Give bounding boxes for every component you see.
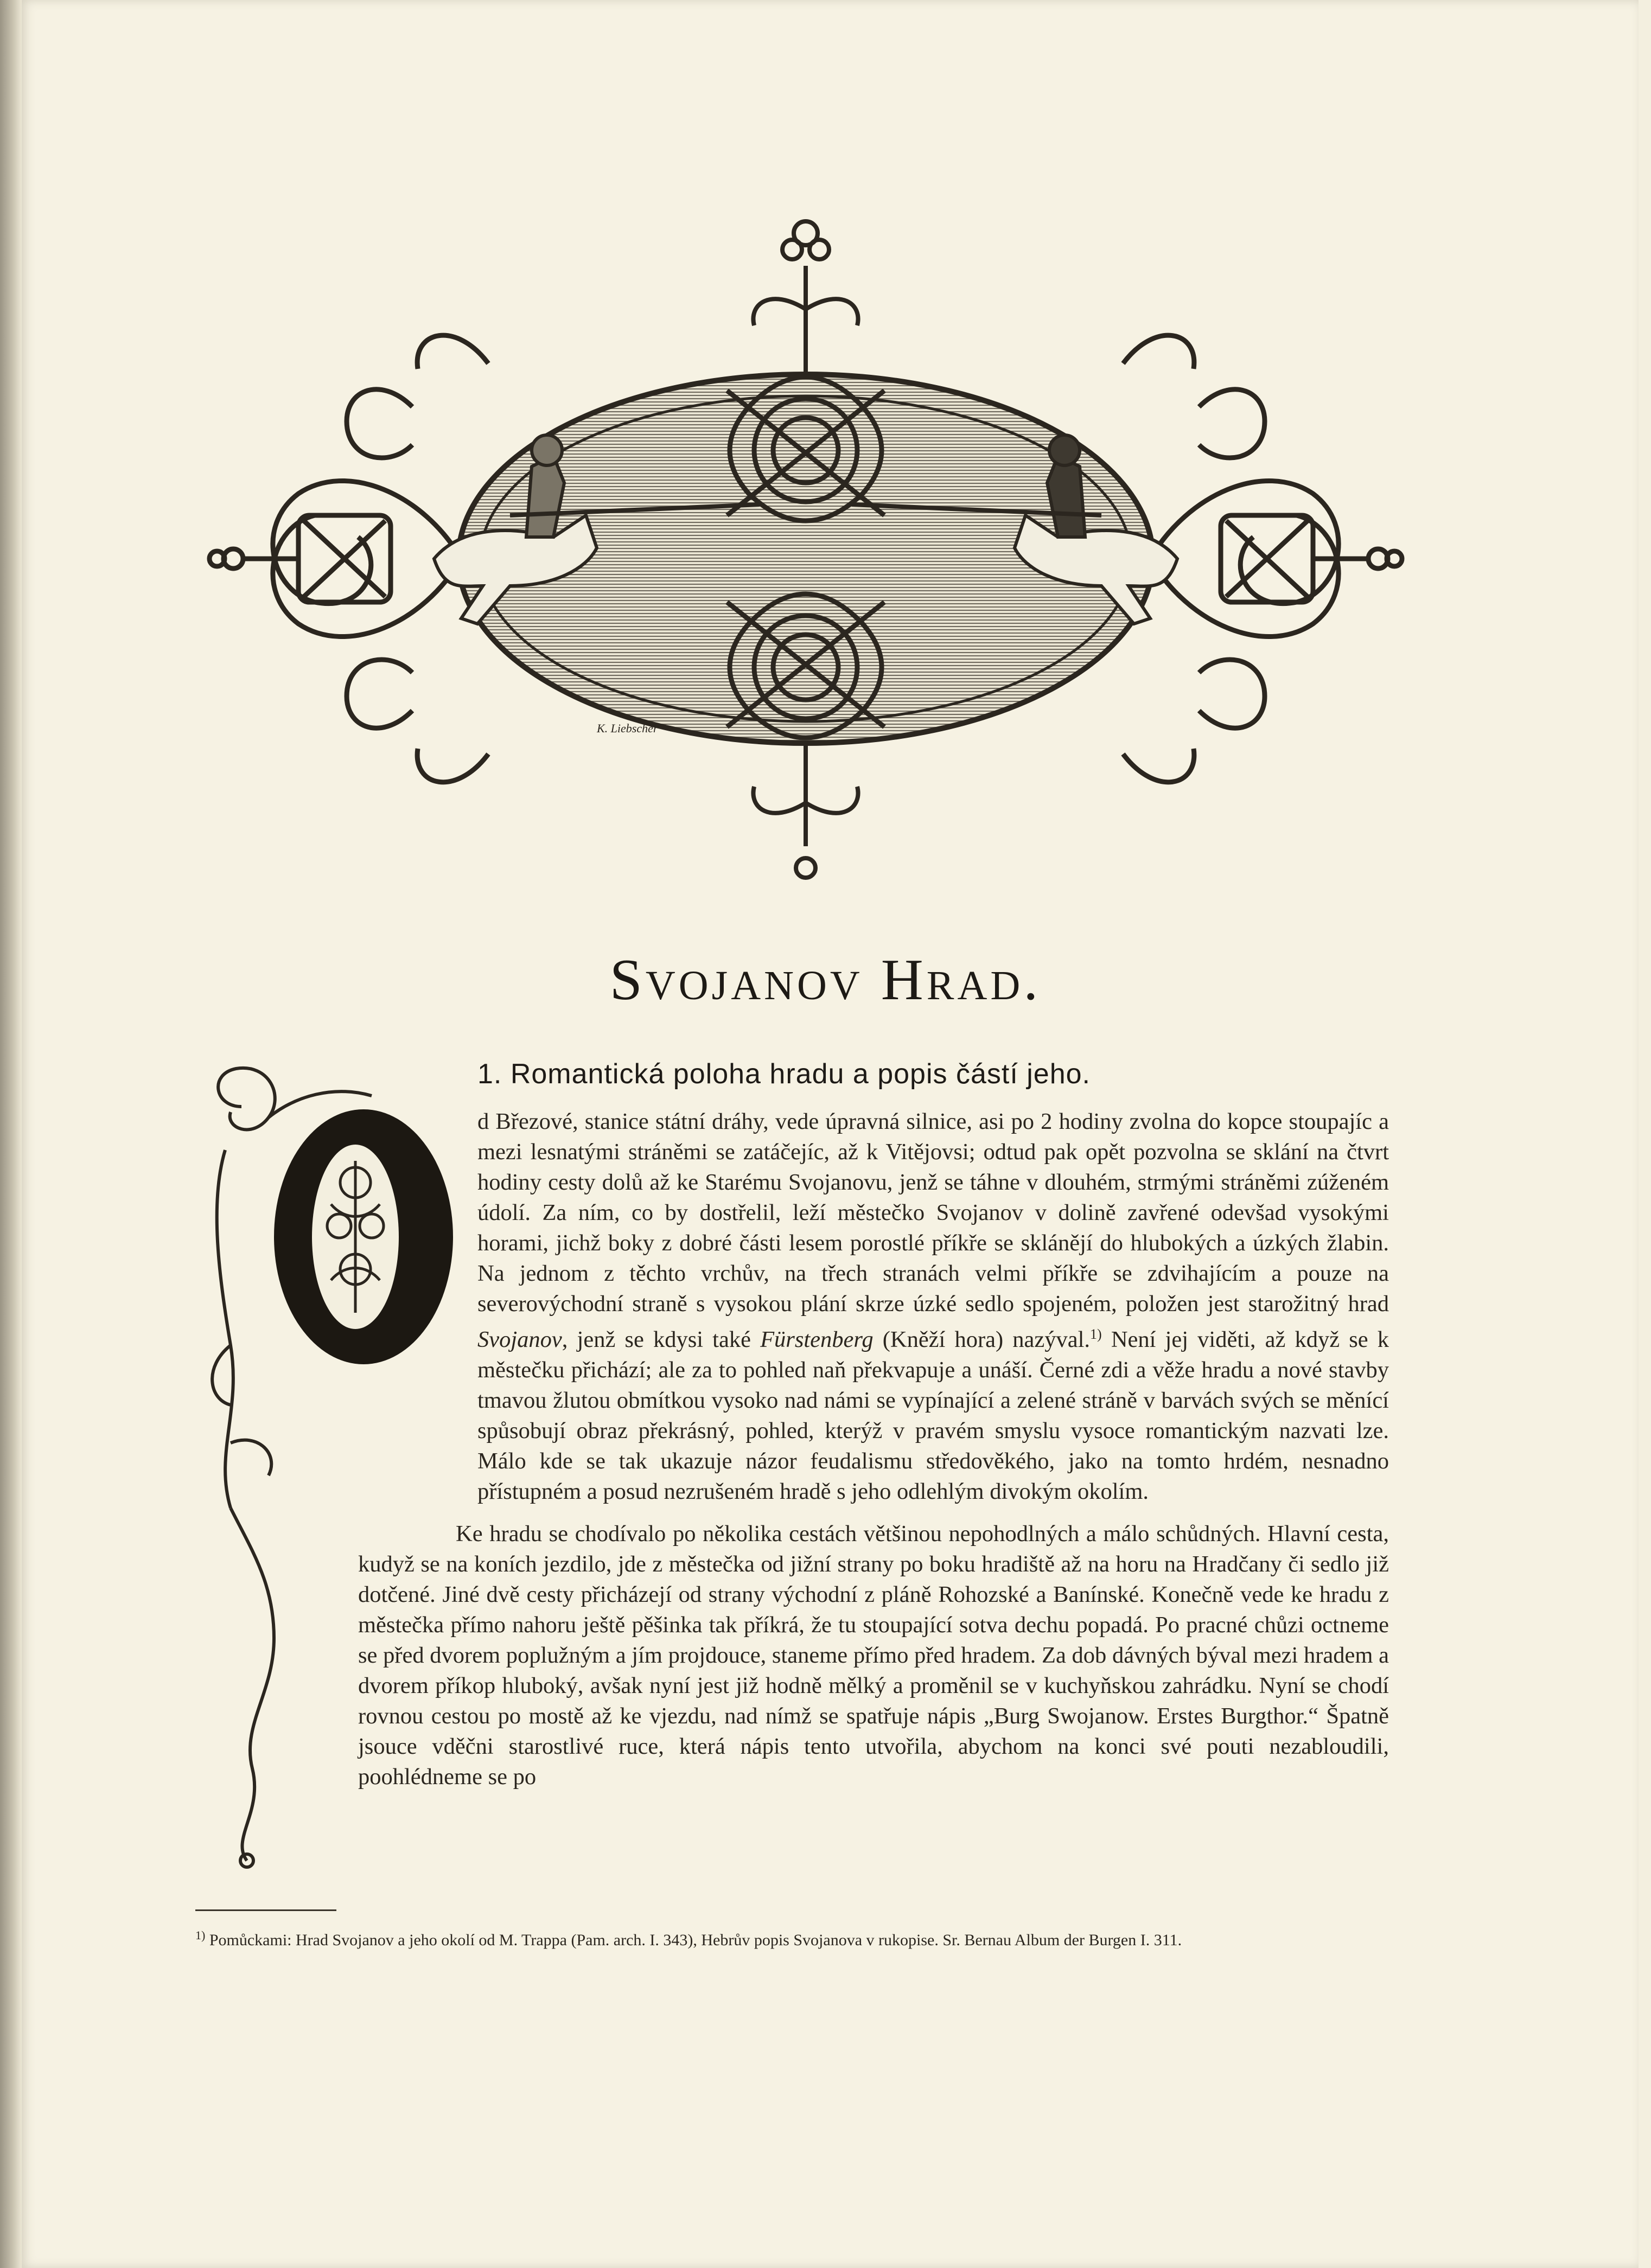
page-title: Svojanov Hrad. xyxy=(609,948,1042,1012)
paragraph-2: Ke hradu se chodívalo po několika cestách většinou nepohodlných a málo schůdných. Hlavní cesta, kudyž se na koních jezdilo, jde z městečka od jižní strany po boku hradiště až na horu na Hradčany či sedlo již dotčené. Jiné dvě cesty přicházejí od strany východní z pláně Rohozské a Banínské. Konečně vede ke hradu z městečka přímo nahoru ještě pěšinka tak příkrá, že tu stoupající sotva dechu popadá. Po pracné chůzi octneme se před dvorem poplužným a jím projdouce, staneme přímo před hradem. Za dob dávných býval mezi hradem a dvorem příkop hluboký, avšak nyní jest již hodně mělký a proměnil se v kuchyňskou zahrádku. Nyní se chodí rovnou cestou po mostě až ke vjezdu, nad nímž se spatřuje nápis „Burg Swojanow. Erstes Burgthor.“ Špatně jsouce vděčni starostlivé ruce, která nápis tento utvořila, abychom na konci své pouti nezabloudili, poohlédneme se po xyxy=(358,1521,1389,1790)
finial-top xyxy=(753,221,858,374)
headpiece-ornament xyxy=(206,212,1405,884)
finial-bottom xyxy=(753,743,858,878)
headpiece-signature: K. Liebscher xyxy=(597,721,658,735)
paragraph-1: d Březové, stanice státní dráhy, vede úpravná silnice, asi po 2 hodiny zvolna do kopce stoupajíc a mezi lesnatými stráněmi se zatáčejíc, až k Vitějovsi; odtud pak opět pozvolna se sklání na čtvrt hodiny cesty dolů až ke Starému Svojanovu, jenž se táhne v dlouhém, strmými stráněmi zúženém údolí. Za ním, co by dostřelil, leží městečko Svojanov v dolině zavřené odevšad vysokými horami, jichž boky z dobré části lesem porostlé příkře se sklánějí do hlubokých a úzkých žlabin. Na jednom z těchto vrchův, na třech stranách velmi příkře se zdvihajícím a pouze na severovýchodní straně s vysokou plání skrze úzké sedlo spojeném, položen jest starožitný hrad Svojanov, jenž se kdysi také Fürstenberg (Kněží hora) nazýval.$^{1)}$ Není jej viděti, až když se k městečku přichází; ale za to pohled naň překvapuje a unáší. Černé zdi a věže hradu a nové stavby tmavou žlutou obmítkou vysoko nad námi se vypínající a zelené stráně v barvách svých se měnící spůsobují obraz překrásný, pohled, kterýž v pravém smyslu vysoce romantickým nazvati lze. Málo kde se tak ukazuje názor feudalismu středověkého, jako na tomto hrdém, nesnadno přístupném a posud nezrušeném hradě s jeho odlehlým divokým okolím. xyxy=(477,1109,1389,1505)
body-text xyxy=(358,1107,1389,1792)
footnote: $^{1)}$ Pomůckami: Hrad Svojanov a jeho okolí od M. Trappa (Pam. arch. I. 343), Hebrův popis Svojanova v rukopise. Sr. Bernau Album der Burgen I. 311. xyxy=(195,1928,1182,1949)
book-binding-shadow xyxy=(0,0,22,2268)
section-heading: 1. Romantická poloha hradu a popis částí jeho. xyxy=(477,1058,1091,1090)
footnote-divider xyxy=(195,1909,336,1911)
footnote-reference: 1) xyxy=(1090,1326,1102,1342)
